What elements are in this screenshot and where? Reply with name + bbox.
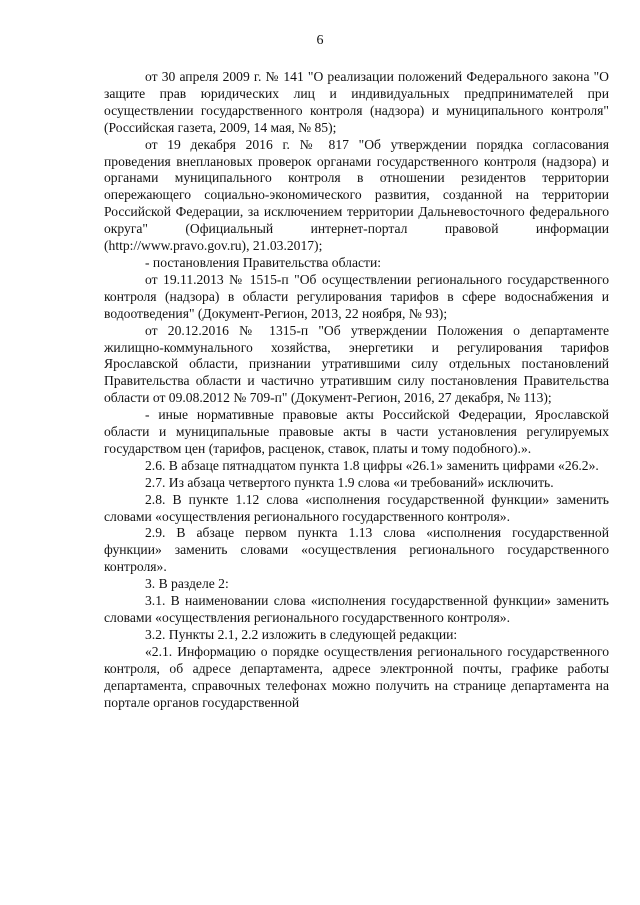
page-number: 6 (316, 33, 324, 48)
paragraph-item-2-7: 2.7. Из абзаца четвертого пункта 1.9 слова «и требований» исключить. (145, 474, 554, 490)
paragraph-item-2-9: 2.9. В абзаце первом пункта 1.13 слова «исполнения государственной функции» заменить словами «осуществления регионального государственного контроля». (104, 525, 609, 575)
paragraph-section-3: 3. В разделе 2: (145, 576, 229, 592)
paragraph-item-2-1-new: «2.1. Информацию о порядке осуществления регионального государственного контроля, об адресе департамента, адресе электронной почты, графике работы департамента, справочных телефонах можно получить на странице департамента на портале органов государственной (104, 643, 609, 710)
paragraph-resolution-1515: от 19.11.2013 № 1515-п "Об осуществлении регионального государственного контроля (надзора) в области регулирования тарифов в сфере водоснабжения и водоотведения" (Документ-Регион, 2013, 22 ноября, № 93); (104, 271, 609, 321)
paragraph-decree-141: от 30 апреля 2009 г. № 141 "О реализации положений Федерального закона "О защите прав юридических лиц и индивидуальных предпринимателей при осуществлении государственного контроля (надзора) и муниципального контроля" (Российская газета, 2009, 14 мая, № 85); (104, 69, 609, 135)
paragraph-other-acts: - иные нормативные правовые акты Российской Федерации, Ярославской области и муниципальные правовые акты в части установления регулируемых государством цен (тарифов, расценок, ставок, платы и тому подобного).». (104, 407, 609, 456)
paragraph-regional-resolutions-heading: - постановления Правительства области: (145, 254, 381, 270)
paragraph-resolution-1315: от 20.12.2016 № 1315-п "Об утверждении Положения о департаменте жилищно-коммунального хозяйства, энергетики и регулирования тарифов Ярославской области, признании утратившими силу отдельных постановлений Правительства области и частично утратившим силу постановления Правительства области от 09.08.2012 № 709-п" (Документ-Регион, 2016, 27 декабря, № 113); (104, 322, 609, 406)
paragraph-item-2-6: 2.6. В абзаце пятнадцатом пункта 1.8 цифры «26.1» заменить цифрами «26.2». (145, 457, 599, 473)
paragraph-item-3-1: 3.1. В наименовании слова «исполнения государственной функции» заменить словами «осуществления регионального государственного контроля». (104, 593, 609, 625)
document-body (104, 69, 609, 711)
paragraph-item-2-8: 2.8. В пункте 1.12 слова «исполнения государственной функции» заменить словами «осуществления регионального государственного контроля». (104, 491, 609, 524)
paragraph-decree-817: от 19 декабря 2016 г. № 817 "Об утверждении порядка согласования проведения внеплановых проверок органами государственного контроля (надзора) и органами муниципального контроля в отношении резидентов территории опережающего социально-экономического развития, созданной на территории Российской Федерации, за исключением территории Дальневосточного федерального округа" (Официальный интернет-портал правовой информации (http://www.pravo.gov.ru), 21.03.2017); (104, 136, 609, 254)
paragraph-item-3-2: 3.2. Пункты 2.1, 2.2 изложить в следующей редакции: (145, 626, 458, 642)
